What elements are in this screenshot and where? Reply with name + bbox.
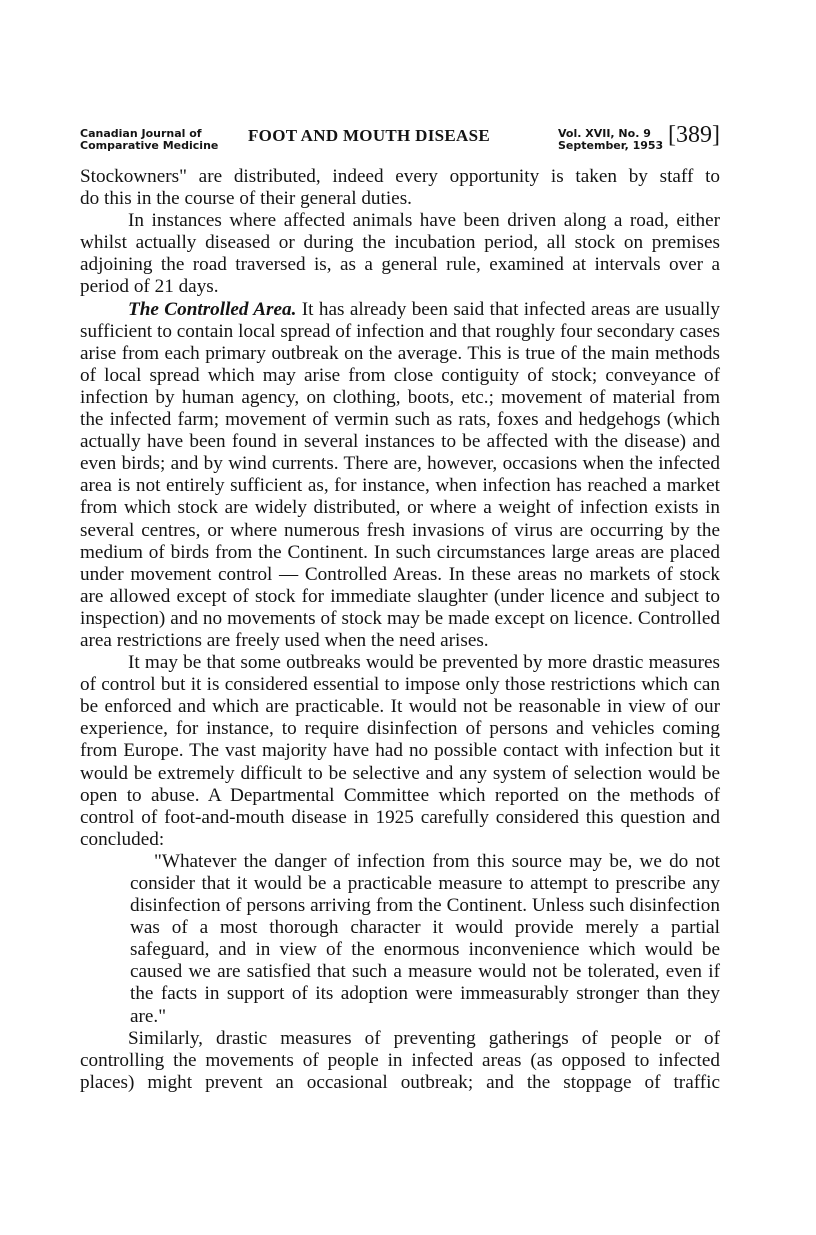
issue-info [558, 128, 663, 152]
paragraph-2: In instances where affected animals have been driven along a road, either whilst actually diseased or during the incubation period, all stock on premises adjoining the road traversed is, as a general rule, examined at intervals over a period of 21 days. [80, 210, 720, 298]
journal-name [80, 128, 218, 152]
issue-date: September, 1953 [558, 139, 664, 152]
journal-name-line1: Canadian Journal of [80, 127, 202, 140]
paragraph-5: Similarly, drastic measures of preventing gatherings of people or of controlling the movements of people in infected areas (as opposed to infected places) might prevent an occasional outbreak; and the stoppage of traffic [80, 1027, 720, 1093]
paragraph-1 [80, 166, 720, 210]
page-header [80, 122, 720, 156]
running-title: FOOT AND MOUTH DISEASE [248, 126, 490, 145]
paragraph-4: It may be that some outbreaks would be prevented by more drastic measures of control but it is considered essential to impose only those restrictions which can be enforced and which are practicable. It would not be reasonable in view of our experience, for instance, to require disinfection of persons and vehicles coming from Europe. The vast majority have had no possible contact with infection but it would be extremely difficult to be selective and any system of selection would be open to abuse. A Departmental Committee which reported on the methods of control of foot-and-mouth disease in 1925 carefully considered this question and concluded: [80, 652, 720, 850]
paragraph-3 [80, 299, 720, 653]
paragraph-1-line-2: do this in the course of their general duties. [80, 188, 412, 210]
paragraph-1-line-1: Stockowners" are distributed, indeed every opportunity is taken by staff to [80, 166, 720, 187]
journal-name-line2: Comparative Medicine [80, 139, 219, 152]
article-body [80, 166, 720, 1094]
paragraph-3-text: It has already been said that infected areas are usually sufficient to contain local spread of infection and that roughly four secondary cases arise from each primary outbreak on the average. This is true of the main methods of local spread which may arise from close contiguity of stock; conveyance of infection by human agency, on clothing, boots, etc.; movement of material from the infected farm; movement of vermin such as rats, foxes and hedgehogs (which actually have been found in several instances to be affected with the disease) and even birds; and by wind currents. There are, however, occasions when the infected area is not entirely sufficient as, for instance, when infection has reached a market from which stock are widely distributed, or where a weight of infection exists in several centres, or where numerous fresh invasions of virus are occurring by the medium of birds from the Continent. In such circumstances large areas are placed under movement control — Controlled Areas. In these areas no markets of stock are allowed except of stock for immediate slaughter (under licence and subject to inspection) and no movements of stock may be made except on licence. Controlled area restrictions are freely used when the need arises. [80, 298, 721, 651]
volume-number: Vol. XVII, No. 9 [558, 127, 651, 140]
page-number: [389] [668, 122, 720, 148]
committee-quotation: "Whatever the danger of infection from this source may be, we do not consider that it would be a practicable measure to attempt to prescribe any disinfection of persons arriving from the Continent. Unless such disinfection was of a most thorough character it would provide merely a partial safeguard, and in view of the enormous inconvenience which would be caused we are satisfied that such a measure would not be tolerated, even if the facts in support of its adoption were immeasurably stronger than they are." [130, 850, 720, 1027]
section-title-controlled-area: The Controlled Area. [128, 298, 297, 320]
